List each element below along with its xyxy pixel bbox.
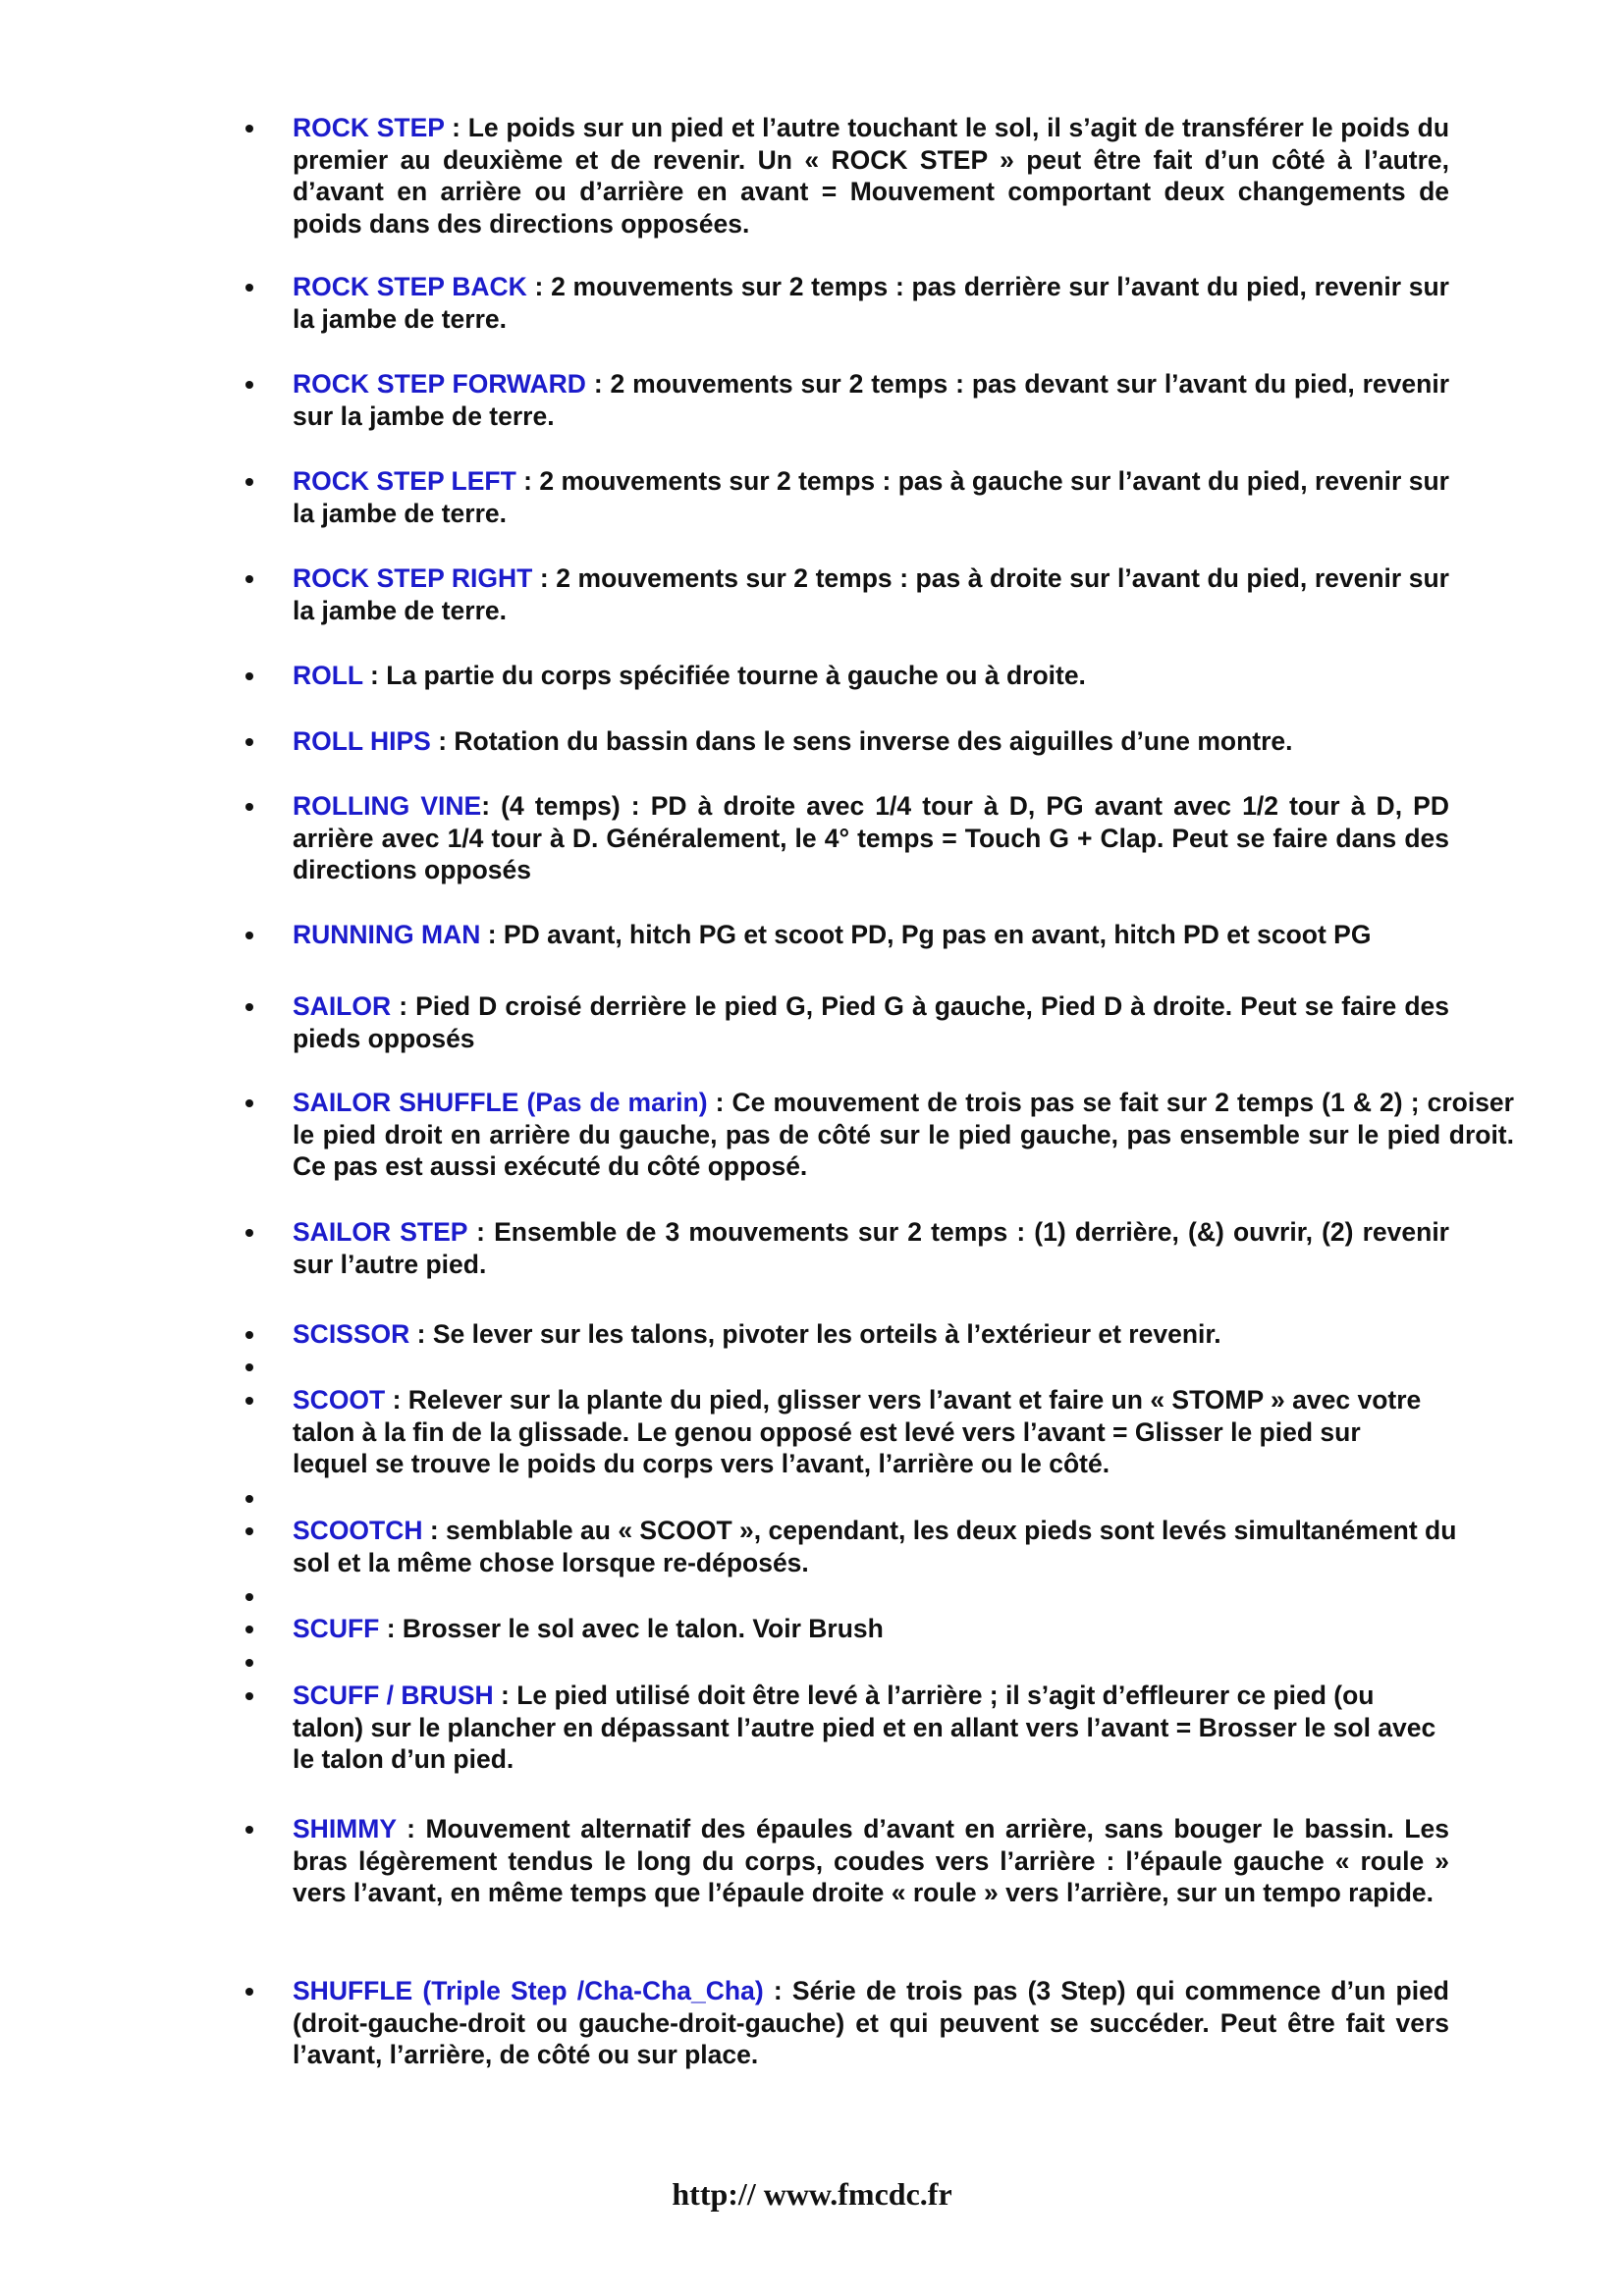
entry-definition: : Brosser le sol avec le talon. Voir Brush: [379, 1614, 884, 1643]
glossary-entry: [293, 1087, 1514, 1183]
glossary-entry: [293, 271, 1449, 335]
footer-url: http:// www.fmcdc.fr: [672, 2176, 952, 2212]
glossary-entry: [293, 990, 1449, 1054]
glossary-entry: [293, 1515, 1500, 1578]
bullet: [243, 735, 256, 749]
bullet: [243, 1096, 256, 1110]
entry-term: ROCK STEP: [293, 113, 445, 142]
bullet: [243, 1985, 256, 1999]
glossary-entry: [293, 1813, 1449, 1909]
glossary-entry: [293, 790, 1449, 886]
bullet: [243, 1689, 256, 1703]
bullet: [243, 669, 256, 683]
entry-definition: : Ce mouvement de trois pas se fait sur 2 temps (1 & 2) ; croiser le pied droit en arrière du gauche, pas de côté sur le pied gauche, pas ensemble sur le pied droit. Ce pas est aussi exécuté du côté opposé.: [293, 1088, 1514, 1181]
bullet: [243, 929, 256, 942]
bullet: [243, 1823, 256, 1837]
empty-bullet: [243, 1361, 256, 1374]
glossary-entry: [293, 465, 1449, 529]
empty-bullet: [243, 1590, 256, 1604]
entry-definition: : 2 mouvements sur 2 temps : pas devant sur l’avant du pied, revenir sur la jambe de terre.: [293, 369, 1450, 431]
entry-term: ROCK STEP BACK: [293, 272, 527, 301]
bullet: [243, 122, 256, 135]
bullet: [243, 800, 256, 814]
entry-term: SCUFF / BRUSH: [293, 1681, 494, 1710]
entry-definition: : 2 mouvements sur 2 temps : pas à droite sur l’avant du pied, revenir sur la jambe de terre.: [293, 563, 1449, 625]
entry-term: SCUFF: [293, 1614, 380, 1643]
entry-term: SAILOR STEP: [293, 1217, 467, 1247]
entry-definition: : Le poids sur un pied et l’autre touchant le sol, il s’agit de transférer le poids du premier au deuxième et de revenir. Un « ROCK STEP » peut être fait d’un côté à l’autre, d’avant en arrière ou d’arrière en avant = Mouvement comportant deux changements de poids dans des directions opposées.: [293, 113, 1450, 239]
entry-term: SCISSOR: [293, 1319, 410, 1349]
glossary-entry: [293, 112, 1449, 240]
entry-term: ROCK STEP FORWARD: [293, 369, 586, 399]
bullet: [243, 281, 256, 294]
entry-term: SCOOTCH: [293, 1516, 423, 1545]
entry-term: SHIMMY: [293, 1814, 397, 1843]
bullet: [243, 1394, 256, 1408]
glossary-entry: [293, 1613, 1530, 1645]
glossary-entry: [293, 562, 1449, 626]
entry-term: ROLL HIPS: [293, 726, 431, 756]
bullet: [243, 1000, 256, 1014]
entry-definition: : Pied D croisé derrière le pied G, Pied G à gauche, Pied D à droite. Peut se faire des pieds opposés: [293, 991, 1449, 1053]
empty-bullet: [243, 1656, 256, 1670]
bullet: [243, 1623, 256, 1636]
entry-definition: : PD avant, hitch PG et scoot PD, Pg pas en avant, hitch PD et scoot PG: [480, 920, 1372, 949]
entry-definition: : 2 mouvements sur 2 temps : pas derrière sur l’avant du pied, revenir sur la jambe de terre.: [293, 272, 1449, 334]
entry-term: ROLLING VINE: [293, 791, 482, 821]
entry-term: SCOOT: [293, 1385, 386, 1415]
bullet: [243, 1524, 256, 1538]
empty-bullet: [243, 1492, 256, 1506]
entry-definition: : Série de trois pas (3 Step) qui commence d’un pied (droit-gauche-droit ou gauche-droit-gauche) et qui peuvent se succéder. Peut être fait vers l’avant, l’arrière, de côté ou sur place.: [293, 1976, 1449, 2069]
glossary-entry: [293, 1216, 1449, 1280]
entry-definition: : La partie du corps spécifiée tourne à gauche ou à droite.: [362, 661, 1086, 690]
entry-definition: : Rotation du bassin dans le sens inverse des aiguilles d’une montre.: [430, 726, 1293, 756]
bullet: [243, 475, 256, 489]
glossary-entry: [293, 919, 1530, 951]
entry-term: ROCK STEP RIGHT: [293, 563, 533, 593]
glossary-entry: [293, 725, 1530, 758]
bullet: [243, 1226, 256, 1240]
entry-definition: : semblable au « SCOOT », cependant, les deux pieds sont levés simultanément du sol et la même chose lorsque re-déposés.: [293, 1516, 1457, 1577]
entry-term: SHUFFLE (Triple Step /Cha-Cha_Cha): [293, 1976, 764, 2005]
entry-definition: : Se lever sur les talons, pivoter les orteils à l’extérieur et revenir.: [409, 1319, 1221, 1349]
bullet: [243, 572, 256, 586]
glossary-entry: [293, 1384, 1441, 1480]
entry-term: RUNNING MAN: [293, 920, 481, 949]
glossary-entry: [293, 660, 1530, 692]
glossary-entry: [293, 1975, 1449, 2071]
entry-definition: : Mouvement alternatif des épaules d’avant en arrière, sans bouger le bassin. Les bras légèrement tendus le long du corps, coudes vers l’arrière : l’épaule gauche « roule » vers l’avant, en même temps que l’épaule droite « roule » vers l’arrière, sur un tempo rapide.: [293, 1814, 1449, 1907]
entry-term: ROCK STEP LEFT: [293, 466, 516, 496]
glossary-entry: [293, 368, 1449, 432]
glossary-entry: [293, 1318, 1530, 1351]
entry-definition: : Ensemble de 3 mouvements sur 2 temps : (1) derrière, (&) ouvrir, (2) revenir sur l’autre pied.: [293, 1217, 1449, 1279]
bullet: [243, 1328, 256, 1342]
entry-term: SAILOR SHUFFLE (Pas de marin): [293, 1088, 708, 1117]
entry-definition: : (4 temps) : PD à droite avec 1/4 tour à D, PG avant avec 1/2 tour à D, PD arrière avec 1/4 tour à D. Généralement, le 4° temps = Touch G + Clap. Peut se faire dans des directions opposés: [293, 791, 1449, 884]
entry-term: SAILOR: [293, 991, 392, 1021]
bullet: [243, 378, 256, 392]
entry-term: ROLL: [293, 661, 363, 690]
glossary-entry: [293, 1680, 1441, 1776]
entry-definition: : 2 mouvements sur 2 temps : pas à gauche sur l’avant du pied, revenir sur la jambe de terre.: [293, 466, 1449, 528]
entry-definition: : Le pied utilisé doit être levé à l’arrière ; il s’agit d’effleurer ce pied (ou talon) sur le plancher en dépassant l’autre pied et en allant vers l’avant = Brosser le sol avec le talon d’un pied.: [293, 1681, 1436, 1774]
entry-definition: : Relever sur la plante du pied, glisser vers l’avant et faire un « STOMP » avec votre talon à la fin de la glissade. Le genou opposé est levé vers l’avant = Glisser le pied sur lequel se trouve le poids du corps vers l’avant, l’arrière ou le côté.: [293, 1385, 1422, 1478]
